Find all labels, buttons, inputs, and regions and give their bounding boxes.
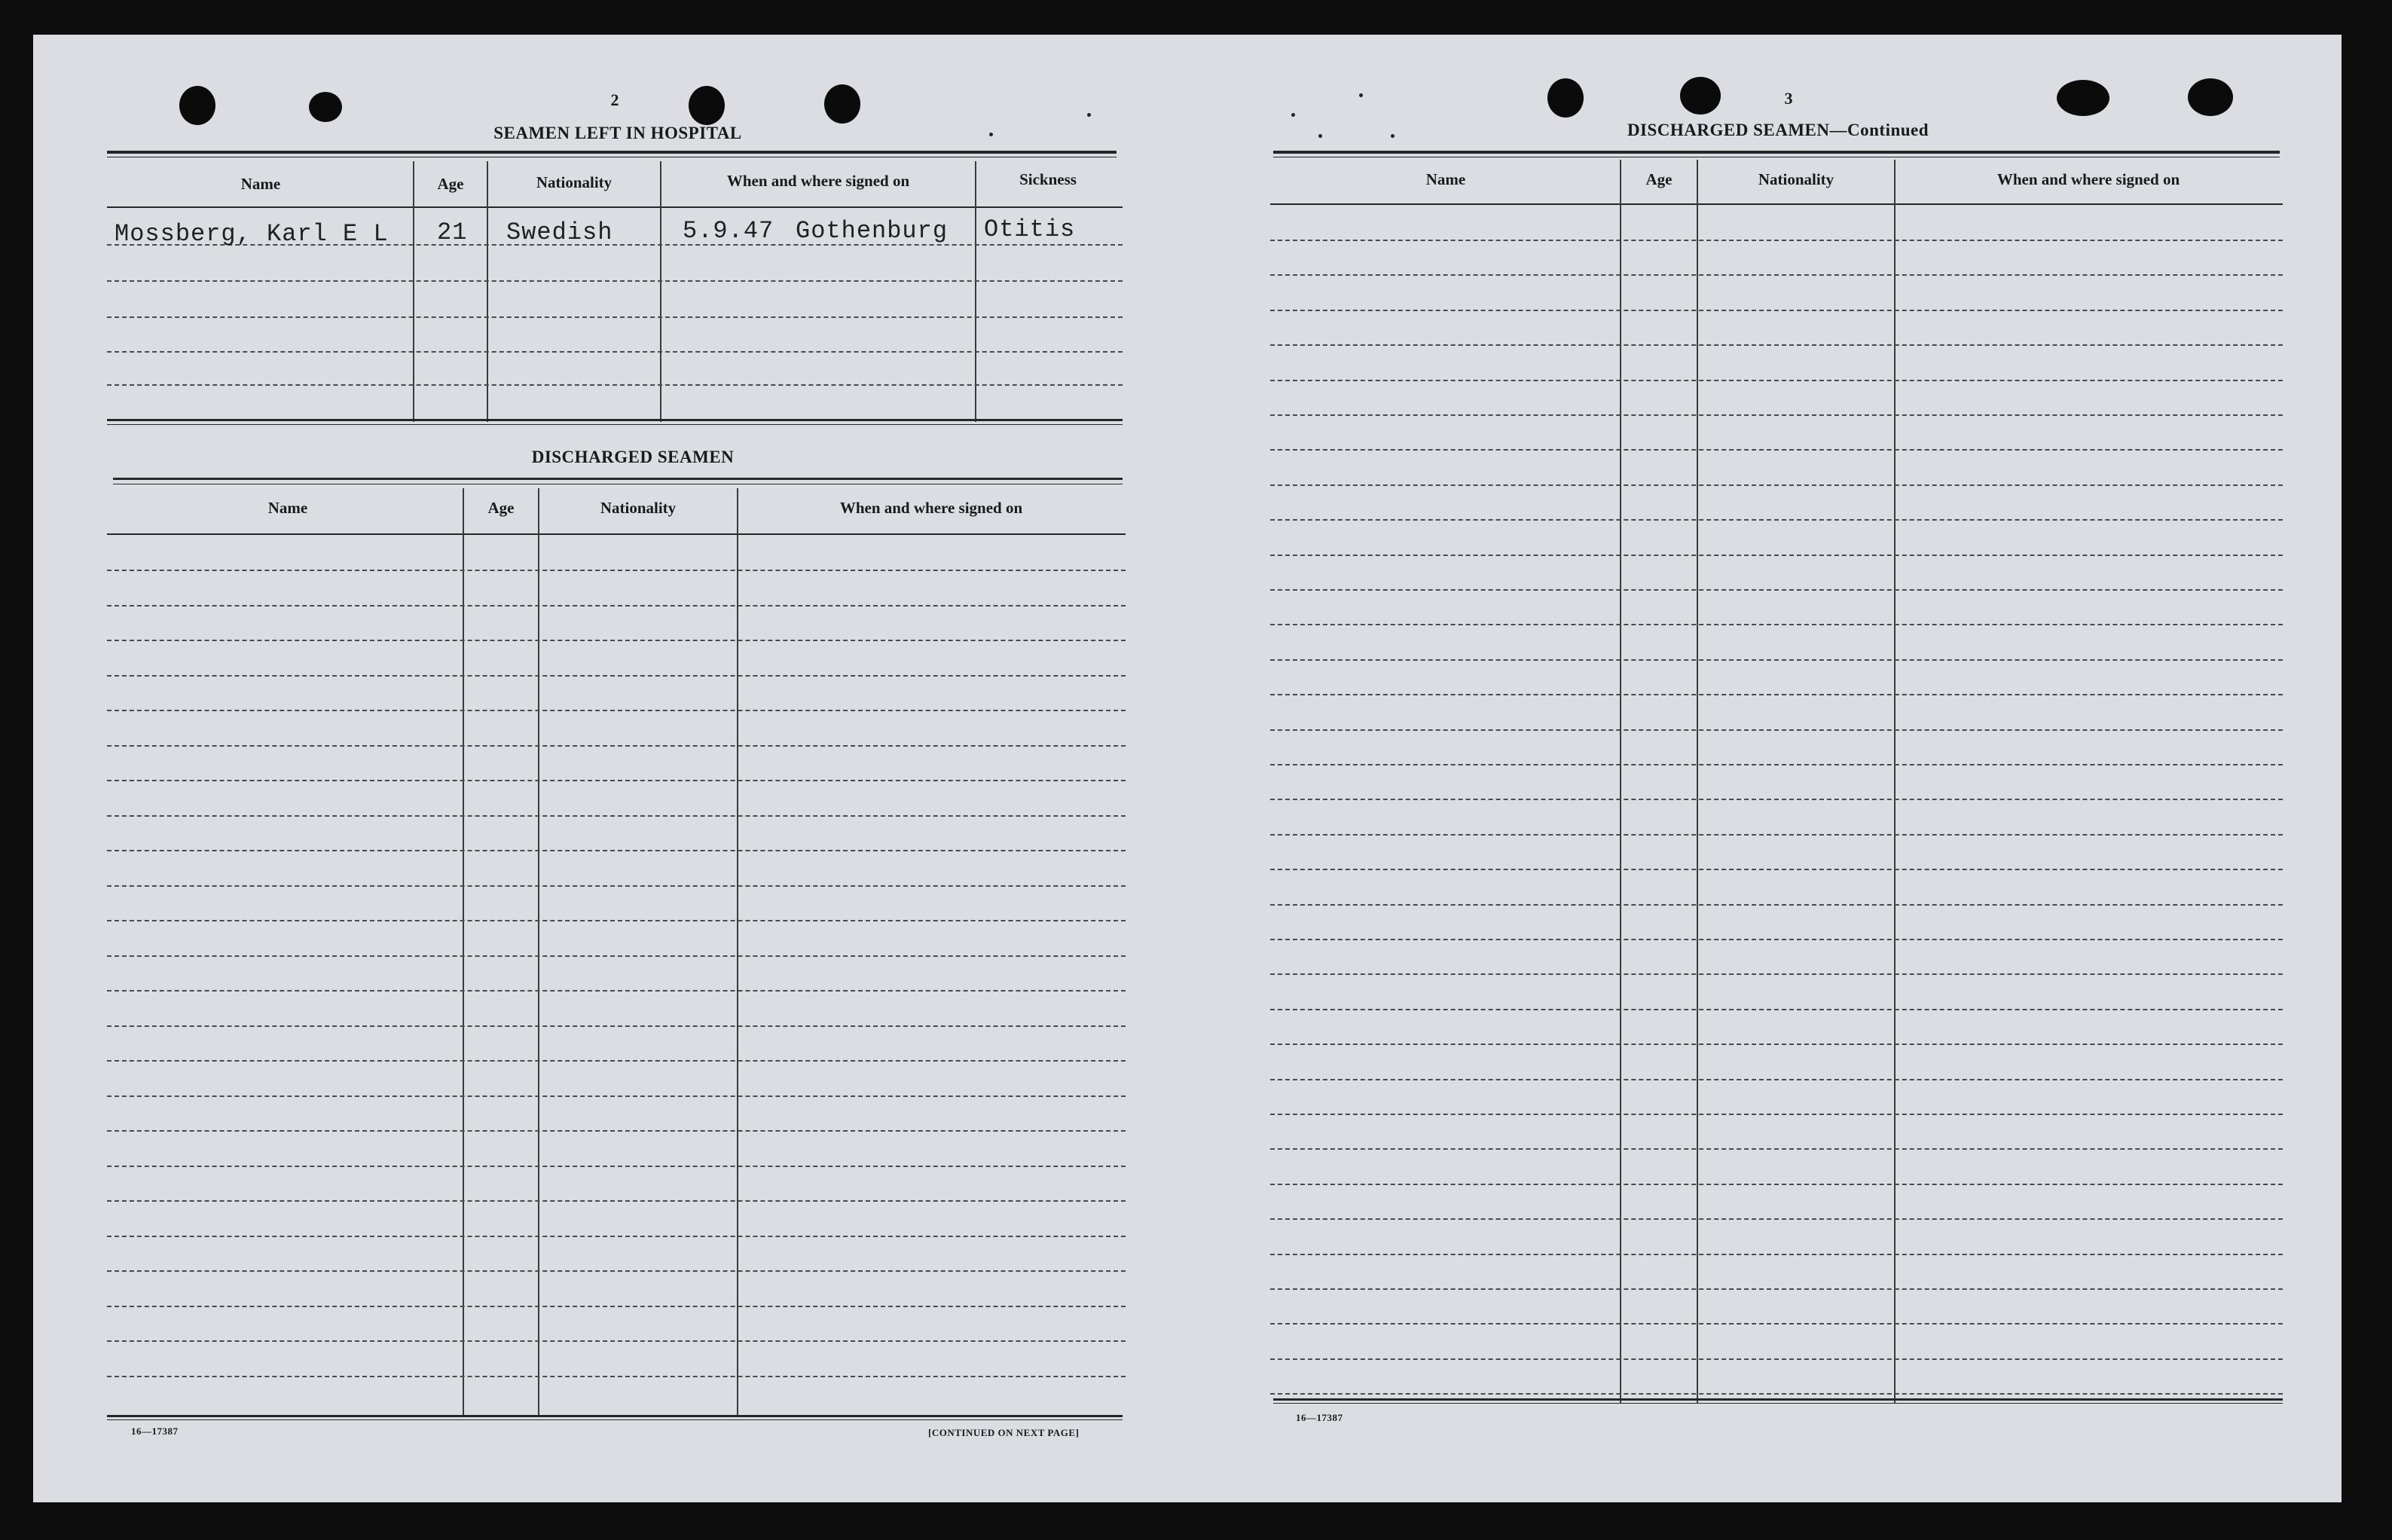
row-line xyxy=(1270,1114,2283,1115)
row-line xyxy=(107,745,1126,747)
document-sheet xyxy=(33,35,2342,1502)
row-line xyxy=(107,780,1126,781)
header-divider xyxy=(1270,203,2283,205)
speck xyxy=(1318,134,1322,138)
row-line xyxy=(107,955,1126,957)
row-line xyxy=(1270,869,2283,870)
row-line xyxy=(1270,1043,2283,1045)
discharged-continued-label: DISCHARGED SEAMEN xyxy=(1627,121,1830,139)
column-header-name: Name xyxy=(1425,170,1466,188)
row-line xyxy=(1270,589,2283,591)
row-line xyxy=(1270,449,2283,451)
continued-suffix: —Continued xyxy=(1829,121,1929,139)
column-divider xyxy=(1697,160,1698,1403)
column-header-signed-on: When and where signed on xyxy=(839,499,1023,517)
speck xyxy=(1291,113,1295,117)
row-line xyxy=(1270,344,2283,346)
row-line xyxy=(1270,484,2283,486)
row-line xyxy=(107,1270,1126,1272)
form-number: 16—17387 xyxy=(131,1425,179,1437)
column-divider xyxy=(538,488,539,1416)
row-line xyxy=(1270,1184,2283,1185)
divider xyxy=(107,1419,1123,1420)
row-line xyxy=(1270,380,2283,381)
row-line xyxy=(1270,310,2283,311)
speck xyxy=(989,133,993,136)
row-line xyxy=(1270,764,2283,765)
column-header-age: Age xyxy=(1645,170,1673,188)
row-line xyxy=(107,710,1126,711)
column-header-age: Age xyxy=(437,175,464,193)
punch-hole-icon xyxy=(2188,78,2233,116)
divider xyxy=(107,1415,1123,1417)
row-line xyxy=(1270,939,2283,940)
row-line xyxy=(1270,1148,2283,1150)
punch-hole-icon xyxy=(309,92,342,122)
row-line xyxy=(1270,555,2283,556)
page-number: 3 xyxy=(1784,89,1793,108)
column-divider xyxy=(463,488,464,1416)
row-line xyxy=(107,351,1123,353)
row-line xyxy=(1270,694,2283,695)
row-line xyxy=(1270,274,2283,276)
hospital-row-name: Mossberg, Karl E L xyxy=(115,220,389,248)
row-line xyxy=(107,1340,1126,1342)
row-line xyxy=(1270,519,2283,521)
row-line xyxy=(107,280,1123,282)
speck xyxy=(1359,93,1363,97)
row-line xyxy=(107,1095,1126,1097)
column-header-sickness: Sickness xyxy=(1019,170,1077,188)
form-number: 16—17387 xyxy=(1296,1412,1343,1423)
row-line xyxy=(107,990,1126,992)
row-line xyxy=(107,1376,1126,1377)
row-line xyxy=(107,1200,1126,1202)
column-header-signed-on: When and where signed on xyxy=(726,172,910,190)
punch-hole-icon xyxy=(179,86,215,125)
row-line xyxy=(107,384,1123,386)
column-divider xyxy=(660,161,661,422)
column-header-nationality: Nationality xyxy=(536,173,613,191)
row-line xyxy=(107,885,1126,887)
divider xyxy=(113,478,1123,480)
divider xyxy=(107,151,1117,154)
row-line xyxy=(1270,1288,2283,1290)
discharged-continued-title xyxy=(1544,121,2012,140)
row-line xyxy=(1270,1079,2283,1080)
column-header-age: Age xyxy=(487,499,515,517)
punch-hole-icon xyxy=(2057,80,2109,116)
row-line xyxy=(107,640,1126,641)
row-line xyxy=(1270,1254,2283,1255)
row-line xyxy=(107,920,1126,921)
punch-hole-icon xyxy=(1680,77,1721,115)
row-line xyxy=(1270,973,2283,975)
row-line xyxy=(1270,1358,2283,1360)
header-divider xyxy=(107,533,1126,535)
column-divider xyxy=(1894,160,1896,1403)
row-line xyxy=(1270,240,2283,241)
row-line xyxy=(1270,1009,2283,1010)
row-line xyxy=(1270,1323,2283,1325)
column-divider xyxy=(737,488,738,1416)
column-divider xyxy=(1620,160,1621,1403)
row-line xyxy=(107,1025,1126,1027)
divider xyxy=(107,424,1123,425)
row-line xyxy=(1270,834,2283,836)
row-line xyxy=(107,675,1126,677)
hospital-row-sickness: Otitis xyxy=(984,215,1076,243)
row-line xyxy=(107,850,1126,851)
hospital-section-title: SEAMEN LEFT IN HOSPITAL xyxy=(493,124,742,142)
row-line xyxy=(107,1166,1126,1167)
divider xyxy=(1273,151,2280,154)
hospital-row-age: 21 xyxy=(437,218,468,246)
row-line xyxy=(107,1130,1126,1132)
row-line xyxy=(1270,1218,2283,1220)
row-line xyxy=(107,1236,1126,1237)
speck xyxy=(1391,134,1395,138)
row-line xyxy=(1270,414,2283,416)
discharged-section-title: DISCHARGED SEAMEN xyxy=(531,448,735,466)
punch-hole-icon xyxy=(824,84,860,124)
column-divider xyxy=(487,161,488,422)
column-divider xyxy=(413,161,414,422)
column-header-nationality: Nationality xyxy=(600,499,677,517)
divider xyxy=(107,419,1123,421)
divider xyxy=(1273,1403,2283,1404)
row-line xyxy=(107,605,1126,607)
row-line xyxy=(107,815,1126,817)
column-divider xyxy=(975,161,976,422)
row-line xyxy=(1270,904,2283,906)
column-header-signed-on: When and where signed on xyxy=(1996,170,2180,188)
row-line xyxy=(1270,1393,2283,1395)
punch-hole-icon xyxy=(689,86,725,125)
hospital-row-nationality: Swedish xyxy=(506,218,613,246)
page-number: 2 xyxy=(610,90,619,109)
row-line xyxy=(1270,799,2283,800)
speck xyxy=(1087,113,1091,117)
row-line xyxy=(1270,729,2283,731)
punch-hole-icon xyxy=(1547,78,1584,118)
row-line xyxy=(107,1060,1126,1062)
hospital-row-place: Gothenburg xyxy=(796,217,949,245)
continued-note: [CONTINUED ON NEXT PAGE] xyxy=(928,1427,1080,1438)
row-line xyxy=(107,316,1123,318)
divider xyxy=(1273,1398,2283,1401)
row-line xyxy=(107,570,1126,571)
hospital-row-date: 5.9.47 xyxy=(683,217,774,245)
row-line xyxy=(1270,659,2283,661)
row-line xyxy=(107,1306,1126,1307)
row-line xyxy=(1270,624,2283,625)
column-header-name: Name xyxy=(240,175,281,193)
column-header-name: Name xyxy=(267,499,308,517)
column-header-nationality: Nationality xyxy=(1758,170,1834,188)
header-divider xyxy=(107,206,1123,208)
